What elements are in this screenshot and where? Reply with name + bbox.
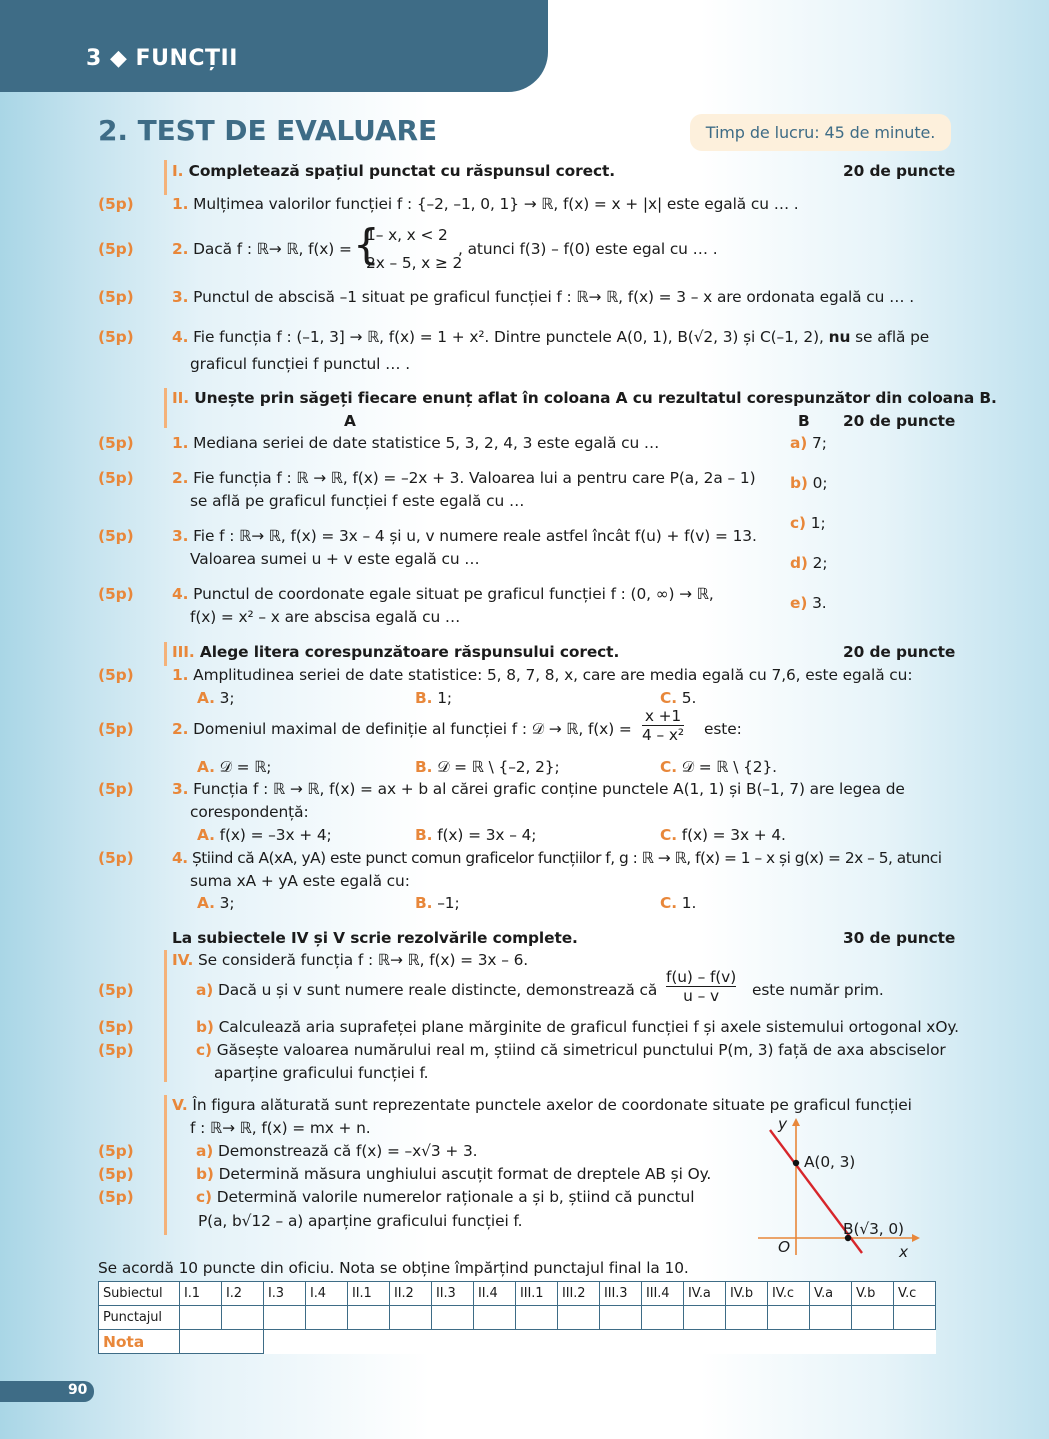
score-cell bbox=[684, 1306, 726, 1330]
col-header: V.c bbox=[894, 1282, 936, 1306]
x-axis-label: x bbox=[899, 1243, 909, 1261]
coordinate-figure bbox=[740, 1110, 940, 1260]
chapter-tab bbox=[0, 0, 548, 92]
answer-b-c: c) 1; bbox=[790, 514, 826, 532]
score-cell bbox=[180, 1306, 222, 1330]
score-cell bbox=[894, 1306, 936, 1330]
col-header: III.1 bbox=[516, 1282, 558, 1306]
answer-b-b: b) 0; bbox=[790, 474, 828, 492]
fraction bbox=[642, 707, 684, 744]
grade-row bbox=[99, 1330, 936, 1354]
col-header: IV.a bbox=[684, 1282, 726, 1306]
option-a: A. 𝒟 = ℝ; bbox=[197, 758, 272, 776]
points-label: (5p) bbox=[98, 1142, 134, 1160]
denominator: 4 – x² bbox=[642, 726, 684, 744]
empty-space bbox=[264, 1330, 936, 1354]
section-45-heading: La subiectele IV și V scrie rezolvările complete. bbox=[172, 929, 578, 947]
denominator: u – v bbox=[666, 986, 736, 1005]
question-II-4-line2: f(x) = x² – x are abscisa egală cu … bbox=[190, 608, 461, 626]
row-label: Nota bbox=[99, 1330, 180, 1354]
option-c: C. f(x) = 3x + 4. bbox=[660, 826, 786, 844]
score-cell bbox=[558, 1306, 600, 1330]
question-IV-c: c) Găsește valoarea numărului real m, știind că simetricul punctului P(m, 3) față de axa absciselor bbox=[196, 1041, 946, 1059]
option-b: B. 1; bbox=[415, 689, 452, 707]
brace: { bbox=[353, 220, 380, 269]
question-II-3: 3. Fie f : ℝ→ ℝ, f(x) = 3x – 4 și u, v numere reale astfel încât f(u) + f(v) = 13. bbox=[172, 527, 757, 545]
question-III-3-line2: corespondență: bbox=[190, 803, 309, 821]
col-header: I.2 bbox=[222, 1282, 264, 1306]
score-cell bbox=[348, 1306, 390, 1330]
points-label: (5p) bbox=[98, 195, 134, 213]
section-bar bbox=[164, 1095, 167, 1235]
question-IV-a: a) Dacă u și v sunt numere reale distincte, demonstrează că bbox=[196, 981, 658, 999]
question-I-2-tail: , atunci f(3) – f(0) este egal cu … . bbox=[458, 240, 718, 258]
point-a-label: A(0, 3) bbox=[804, 1153, 856, 1171]
question-III-4: 4. Știind că A(xA, yA) este punct comun graficelor funcțiilor f, g : ℝ → ℝ, f(x) = 1 – x și g(x) = 2x – 5, atunci bbox=[172, 849, 942, 867]
option-c: C. 𝒟 = ℝ \ {2}. bbox=[660, 758, 777, 776]
question-I-4: 4. Fie funcția f : (–1, 3] → ℝ, f(x) = 1 + x². Dintre punctele A(0, 1), B(√2, 3) și C(–1, 2), nu se află pe bbox=[172, 328, 930, 346]
fraction bbox=[666, 968, 736, 1005]
row-label: Punctajul bbox=[99, 1306, 180, 1330]
section-3-points: 20 de puncte bbox=[843, 643, 956, 661]
section-2-points: 20 de puncte bbox=[843, 412, 956, 430]
col-header: III.3 bbox=[600, 1282, 642, 1306]
section-2-heading: II. Unește prin săgeți fiecare enunț aflat în coloana A cu rezultatul corespunzător din coloana B. bbox=[172, 389, 997, 407]
column-a-label: A bbox=[344, 412, 356, 430]
subject-row bbox=[99, 1282, 936, 1306]
score-cell bbox=[726, 1306, 768, 1330]
col-header: IV.b bbox=[726, 1282, 768, 1306]
answer-b-d: d) 2; bbox=[790, 554, 828, 572]
section-5-intro: V. În figura alăturată sunt reprezentate punctele axelor de coordonate situate pe graficul funcției bbox=[172, 1096, 912, 1114]
section-bar bbox=[164, 642, 167, 666]
question-V-b: b) Determină măsura unghiului ascuțit format de dreptele AB și Oy. bbox=[196, 1165, 712, 1183]
points-label: (5p) bbox=[98, 240, 134, 258]
question-II-2-line2: se află pe graficul funcției f este egală cu … bbox=[190, 492, 525, 510]
answer-b-a: a) 7; bbox=[790, 434, 827, 452]
grading-table bbox=[98, 1281, 936, 1354]
option-b: B. 𝒟 = ℝ \ {–2, 2}; bbox=[415, 758, 560, 776]
option-a: A. 3; bbox=[197, 894, 235, 912]
question-II-1: 1. Mediana seriei de date statistice 5, 3, 2, 4, 3 este egală cu … bbox=[172, 434, 660, 452]
col-header: II.3 bbox=[432, 1282, 474, 1306]
option-a: A. 3; bbox=[197, 689, 235, 707]
section-3-heading: III. Alege litera corespunzătoare răspunsului corect. bbox=[172, 643, 620, 661]
answer-b-e: e) 3. bbox=[790, 594, 827, 612]
score-cell bbox=[432, 1306, 474, 1330]
points-label: (5p) bbox=[98, 849, 134, 867]
x-axis-arrow bbox=[912, 1234, 920, 1242]
question-II-2: 2. Fie funcția f : ℝ → ℝ, f(x) = –2x + 3. Valoarea lui a pentru care P(a, 2a – 1) bbox=[172, 469, 756, 487]
question-III-4-line2: suma xA + yA este egală cu: bbox=[190, 872, 410, 890]
col-header: V.a bbox=[810, 1282, 852, 1306]
points-label: (5p) bbox=[98, 328, 134, 346]
numerator: f(u) – f(v) bbox=[666, 968, 737, 986]
question-V-a: a) Demonstrează că f(x) = –x√3 + 3. bbox=[196, 1142, 478, 1160]
grading-note: Se acordă 10 puncte din oficiu. Nota se obține împărțind punctajul final la 10. bbox=[98, 1259, 689, 1277]
score-cell bbox=[642, 1306, 684, 1330]
points-label: (5p) bbox=[98, 720, 134, 738]
question-IV-b: b) Calculează aria suprafeței plane mărginite de graficul funcției f și axele sistemului ortogonal xOy. bbox=[196, 1018, 959, 1036]
case-2: 2x – 5, x ≥ 2 bbox=[366, 254, 463, 272]
section-1-points: 20 de puncte bbox=[843, 162, 956, 180]
question-V-c-line2: P(a, b√12 – a) aparține graficului funcției f. bbox=[198, 1212, 523, 1230]
col-header: II.1 bbox=[348, 1282, 390, 1306]
section-5-intro-line2: f : ℝ→ ℝ, f(x) = mx + n. bbox=[190, 1119, 371, 1137]
question-III-1: 1. Amplitudinea seriei de date statistice: 5, 8, 7, 8, x, care are media egală cu 7,6, este egală cu: bbox=[172, 666, 913, 684]
section-bar bbox=[164, 160, 167, 195]
col-header: III.2 bbox=[558, 1282, 600, 1306]
section-45-points: 30 de puncte bbox=[843, 929, 956, 947]
point-b-label: B(√3, 0) bbox=[843, 1220, 904, 1238]
points-label: (5p) bbox=[98, 1018, 134, 1036]
question-I-2: 2. Dacă f : ℝ→ ℝ, f(x) = bbox=[172, 240, 352, 258]
section-bar bbox=[164, 388, 167, 428]
section-4-intro: IV. Se consideră funcția f : ℝ→ ℝ, f(x) = 3x – 6. bbox=[172, 951, 529, 969]
score-cell bbox=[306, 1306, 348, 1330]
question-I-4-line2: graficul funcției f punctul … . bbox=[190, 355, 411, 373]
col-header: V.b bbox=[852, 1282, 894, 1306]
col-header: III.4 bbox=[642, 1282, 684, 1306]
question-IV-a-tail: este număr prim. bbox=[752, 981, 884, 999]
points-label: (5p) bbox=[98, 1165, 134, 1183]
score-cell bbox=[810, 1306, 852, 1330]
time-badge: Timp de lucru: 45 de minute. bbox=[690, 114, 951, 151]
points-label: (5p) bbox=[98, 780, 134, 798]
y-axis-label: y bbox=[778, 1115, 788, 1133]
question-I-3: 3. Punctul de abscisă –1 situat pe graficul funcției f : ℝ→ ℝ, f(x) = 3 – x are ordonata egală cu … . bbox=[172, 288, 914, 306]
question-II-3-line2: Valoarea sumei u + v este egală cu … bbox=[190, 550, 480, 568]
points-label: (5p) bbox=[98, 434, 134, 452]
section-1-heading: I. Completează spațiul punctat cu răspunsul corect. bbox=[172, 162, 615, 180]
question-V-c: c) Determină valorile numerelor raționale a și b, știind că punctul bbox=[196, 1188, 695, 1206]
score-cell bbox=[600, 1306, 642, 1330]
question-III-2-tail: este: bbox=[704, 720, 742, 738]
score-cell bbox=[852, 1306, 894, 1330]
col-header: II.2 bbox=[390, 1282, 432, 1306]
origin-label: O bbox=[778, 1238, 791, 1256]
col-header: I.4 bbox=[306, 1282, 348, 1306]
case-1: 1– x, x < 2 bbox=[366, 226, 448, 244]
option-c: C. 5. bbox=[660, 689, 697, 707]
question-II-4: 4. Punctul de coordonate egale situat pe graficul funcției f : (0, ∞) → ℝ, bbox=[172, 585, 714, 603]
question-III-2: 2. Domeniul maximal de definiție al funcției f : 𝒟 → ℝ, f(x) = bbox=[172, 720, 632, 738]
points-label: (5p) bbox=[98, 666, 134, 684]
col-header: I.1 bbox=[180, 1282, 222, 1306]
points-label: (5p) bbox=[98, 469, 134, 487]
points-label: (5p) bbox=[98, 585, 134, 603]
score-cell bbox=[390, 1306, 432, 1330]
numerator: x +1 bbox=[644, 707, 682, 725]
column-b-label: B bbox=[798, 412, 810, 430]
page-title: 2. TEST DE EVALUARE bbox=[98, 114, 437, 147]
col-header: II.4 bbox=[474, 1282, 516, 1306]
points-label: (5p) bbox=[98, 527, 134, 545]
question-IV-c-line2: aparține graficului funcției f. bbox=[214, 1064, 429, 1082]
section-bar bbox=[164, 950, 167, 1082]
col-header: IV.c bbox=[768, 1282, 810, 1306]
score-cell bbox=[222, 1306, 264, 1330]
option-c: C. 1. bbox=[660, 894, 697, 912]
points-label: (5p) bbox=[98, 981, 134, 999]
y-axis-arrow bbox=[792, 1118, 800, 1126]
option-a: A. f(x) = –3x + 4; bbox=[197, 826, 332, 844]
page-number: 90 bbox=[68, 1382, 88, 1398]
score-cell bbox=[768, 1306, 810, 1330]
score-row bbox=[99, 1306, 936, 1330]
point-a bbox=[793, 1160, 799, 1166]
score-cell bbox=[264, 1306, 306, 1330]
chapter-title: 3 ◆ FUNCȚII bbox=[86, 46, 238, 71]
option-b: B. –1; bbox=[415, 894, 460, 912]
row-label: Subiectul bbox=[99, 1282, 180, 1306]
points-label: (5p) bbox=[98, 288, 134, 306]
score-cell bbox=[474, 1306, 516, 1330]
points-label: (5p) bbox=[98, 1188, 134, 1206]
question-III-3: 3. Funcția f : ℝ → ℝ, f(x) = ax + b al cărei grafic conține punctele A(1, 1) și B(–1, 7) are legea de bbox=[172, 780, 905, 798]
col-header: I.3 bbox=[264, 1282, 306, 1306]
question-I-1: 1. Mulțimea valorilor funcției f : {–2, –1, 0, 1} → ℝ, f(x) = x + |x| este egală cu … . bbox=[172, 195, 799, 213]
option-b: B. f(x) = 3x – 4; bbox=[415, 826, 537, 844]
score-cell bbox=[516, 1306, 558, 1330]
points-label: (5p) bbox=[98, 1041, 134, 1059]
grade-cell bbox=[180, 1330, 264, 1354]
